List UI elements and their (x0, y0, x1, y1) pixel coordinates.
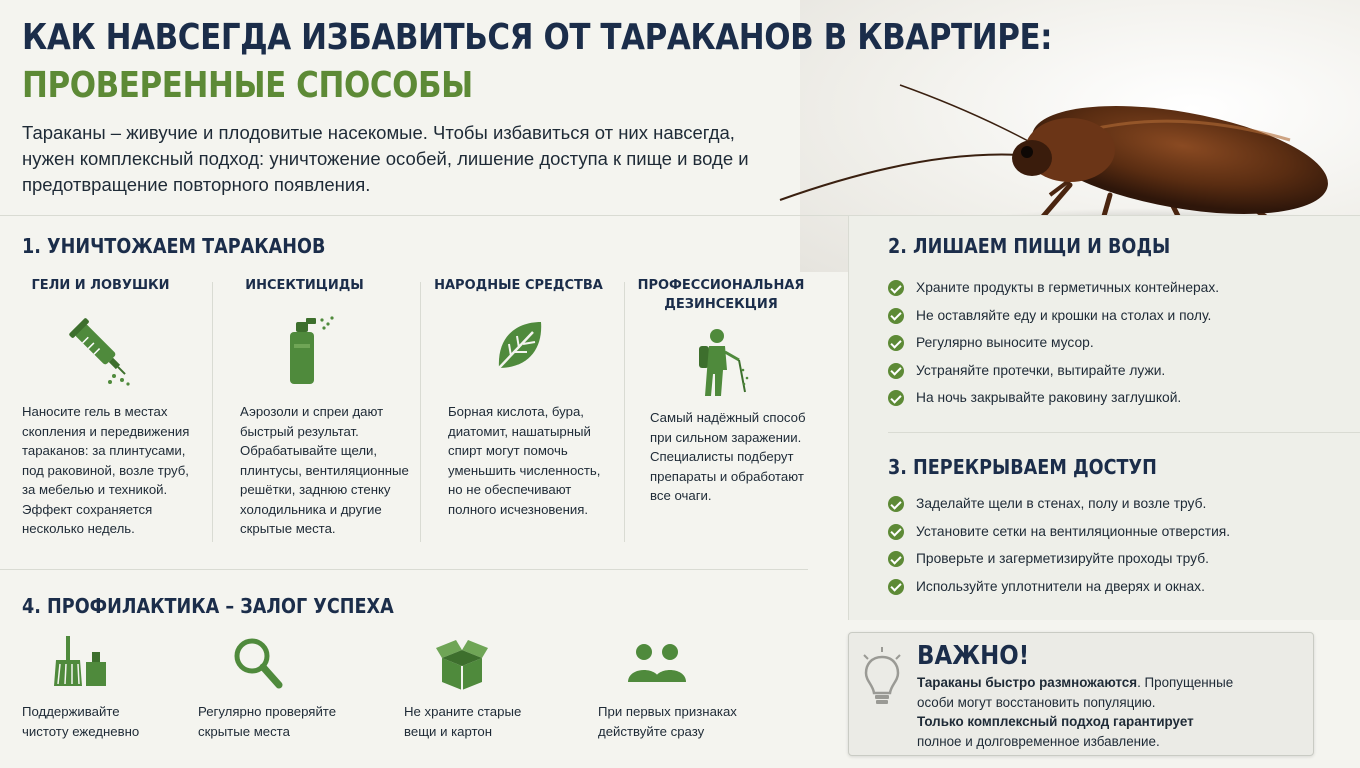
method-text: Самый надёжный способ при сильном заражении. Специалисты подберут препараты и обработают все очаги. (650, 410, 806, 503)
prevention-text: Не храните старые вещи и картон (404, 704, 522, 739)
method-title: ГЕЛИ И ЛОВУШКИ (31, 278, 170, 293)
divider-v1 (212, 282, 213, 542)
method-title: ПРОФЕССИОНАЛЬНАЯ ДЕЗИНСЕКЦИЯ (637, 278, 805, 312)
list-item: Храните продукты в герметичных контейнерах. (888, 279, 1219, 307)
section1-heading: 1. УНИЧТОЖАЕМ ТАРАКАНОВ (22, 234, 326, 258)
broom-dustpan-icon (52, 634, 112, 690)
divider-middle (0, 569, 808, 570)
important-text: Тараканы быстро размножаются. Пропущенные особи могут восстановить популяцию. Только комплексный подход гарантирует полное и долговременное избавление. (917, 675, 1234, 749)
method-text: Наносите гель в местах скопления и передвижения тараканов: за плинтусами, под раковиной, возле труб, за мебелью и техникой. Эффект сохраняется несколько недель. (22, 404, 190, 536)
exterminator-icon (691, 326, 751, 398)
method-insecticides (212, 276, 409, 536)
section3-heading: 3. ПЕРЕКРЫВАЕМ ДОСТУП (888, 455, 1157, 479)
check-icon (888, 280, 904, 296)
method-text: Аэрозоли и спреи дают быстрый результат. Обрабатывайте щели, плинтусы, вентиляционные решётки, заднюю стенку холодильника и другие скрытые места. (240, 404, 409, 536)
check-icon (888, 335, 904, 351)
list-item: Проверьте и загерметизируйте проходы труб. (888, 550, 1230, 578)
important-title: ВАЖНО! (917, 641, 1030, 671)
method-text: Борная кислота, бура, диатомит, нашатырный спирт могут помочь уменьшить численность, но не обеспечивают полного исчезновения. (448, 404, 601, 517)
prevention-text: Поддерживайте чистоту ежедневно (22, 704, 140, 739)
check-icon (888, 551, 904, 567)
divider-v3 (624, 282, 625, 542)
prevention-text: При первых признаках действуйте сразу (598, 704, 737, 739)
intro-text: Тараканы – живучие и плодовитые насекомые. Чтобы избавиться от них навсегда, нужен комплексный подход: уничтожение особей, лишение доступа к пище и воде и предотвращение повторного появления. (22, 122, 749, 195)
check-icon (888, 579, 904, 595)
method-title: ИНСЕКТИЦИДЫ (245, 278, 364, 293)
method-professional (628, 276, 814, 503)
people-icon (628, 642, 688, 686)
section4-heading: 4. ПРОФИЛАКТИКА – ЗАЛОГ УСПЕХА (22, 594, 394, 618)
check-icon (888, 308, 904, 324)
section2-list (888, 279, 1219, 417)
leaf-icon (489, 316, 549, 376)
divider-v2 (420, 282, 421, 542)
lightbulb-icon (861, 647, 903, 707)
list-item: Устраняйте протечки, вытирайте лужи. (888, 362, 1219, 390)
magnifier-icon (232, 636, 284, 690)
title-line-1: КАК НАВСЕГДА ИЗБАВИТЬСЯ ОТ ТАРАКАНОВ В КВАРТИРЕ: (22, 17, 1053, 58)
divider-right (888, 432, 1360, 433)
section3-list (888, 495, 1230, 605)
list-item: Регулярно выносите мусор. (888, 334, 1219, 362)
list-item: Используйте уплотнители на дверях и окнах. (888, 578, 1230, 606)
list-item: На ночь закрывайте раковину заглушкой. (888, 389, 1219, 417)
list-item: Заделайте щели в стенах, полу и возле труб. (888, 495, 1230, 523)
method-gels (8, 276, 193, 536)
title-line-2: ПРОВЕРЕННЫЕ СПОСОБЫ (22, 65, 473, 106)
list-item: Не оставляйте еду и крошки на столах и полу. (888, 307, 1219, 335)
syringe-icon (66, 314, 136, 386)
list-item: Установите сетки на вентиляционные отверстия. (888, 523, 1230, 551)
section2-heading: 2. ЛИШАЕМ ПИЩИ И ВОДЫ (888, 234, 1171, 258)
method-title: НАРОДНЫЕ СРЕДСТВА (434, 278, 603, 293)
method-folk (426, 276, 611, 517)
check-icon (888, 524, 904, 540)
check-icon (888, 390, 904, 406)
open-box-icon (434, 638, 490, 690)
check-icon (888, 363, 904, 379)
divider-right-panel (848, 216, 849, 620)
spray-can-icon (270, 314, 340, 386)
check-icon (888, 496, 904, 512)
prevention-text: Регулярно проверяйте скрытые места (198, 704, 337, 739)
important-callout (848, 632, 1314, 756)
